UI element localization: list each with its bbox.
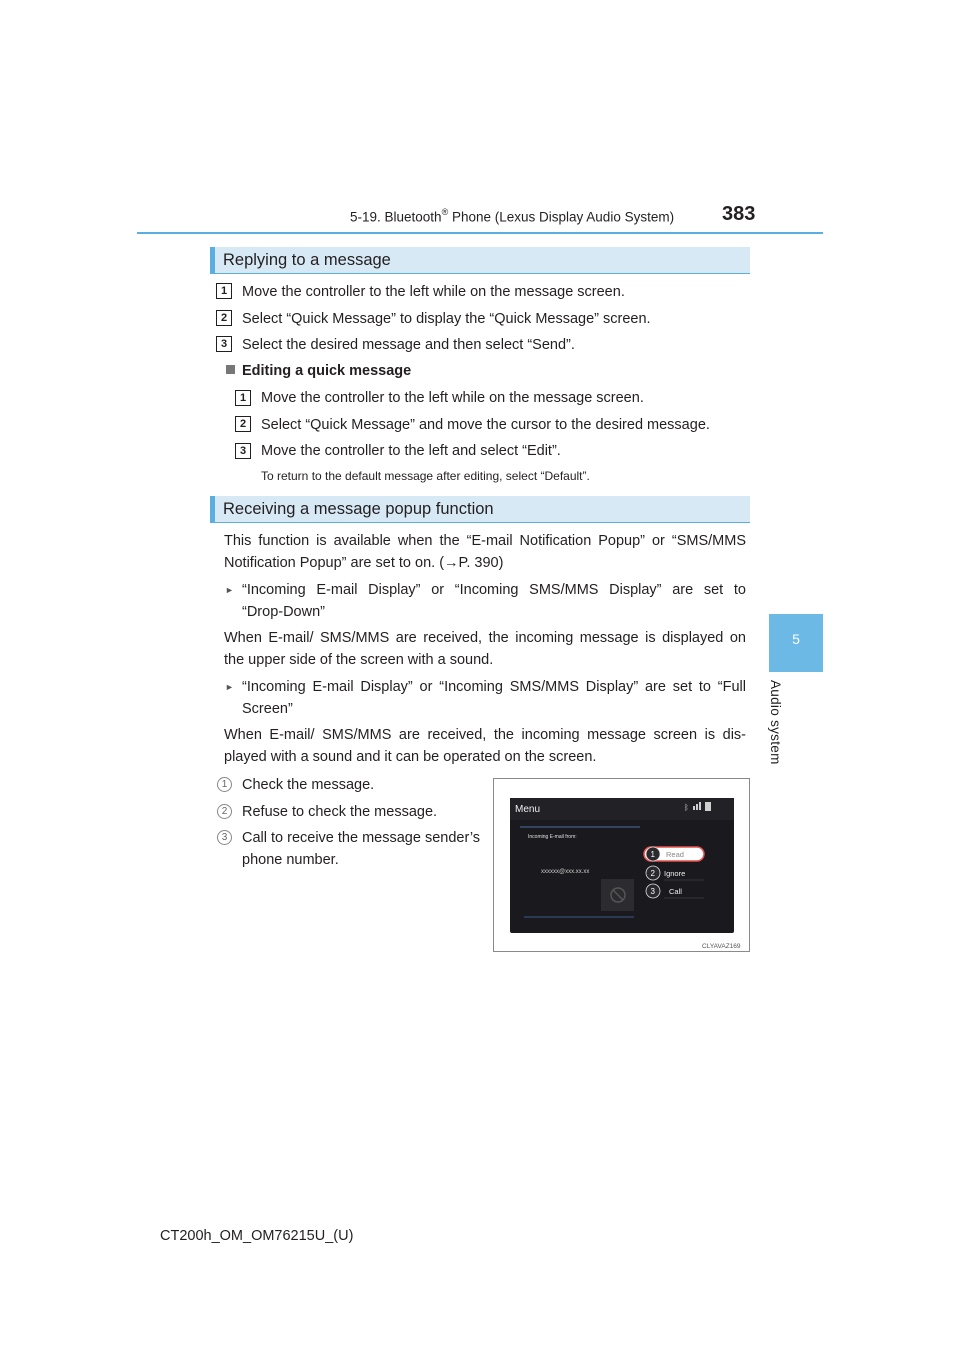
bluetooth-icon: ᛒ [684, 803, 689, 812]
step-text: Select the desired message and then select “Send”. [242, 337, 575, 353]
section-title: Receiving a message popup function [223, 500, 494, 518]
intro-paragraph [224, 530, 746, 574]
step-number: 2 [235, 416, 251, 432]
document-code: CT200h_OM_OM76215U_(U) [160, 1228, 354, 1244]
description-line: played with a sound and it can be operated on the screen. [224, 749, 597, 765]
subsection-editing [226, 362, 411, 380]
chapter-tab [769, 614, 823, 672]
square-bullet-icon [226, 365, 235, 374]
step-number: 1 [235, 390, 251, 406]
callout-text: Call to receive the message sender’s [242, 830, 481, 846]
header-section-rest: Phone (Lexus Display Audio System) [448, 209, 675, 225]
condition-dropdown [242, 579, 746, 623]
marker-1: 1 [650, 850, 655, 859]
condition-line: Screen” [242, 701, 293, 717]
menu-label: Menu [515, 804, 541, 815]
display-screen [494, 779, 749, 951]
step-text: Move the controller to the left while on the message screen. [261, 390, 644, 406]
header-section: 5-19. Bluetooth [350, 209, 442, 225]
marker-2: 2 [650, 869, 655, 878]
incoming-label: Incoming E-mail from: [528, 834, 577, 840]
chapter-label-text: Audio system [768, 680, 783, 765]
intro-line: Notification Popup” are set to on. (→P. 390) [224, 555, 504, 571]
condition-full-screen [242, 676, 746, 720]
chapter-number: 5 [792, 631, 800, 647]
ignore-label: Ignore [664, 869, 686, 878]
marker-3: 3 [650, 887, 655, 896]
section-title: Replying to a message [223, 251, 391, 269]
intro-line: This function is available when the “E-mail Notification Popup” or “SMS/MMS [224, 533, 746, 549]
header-rule [137, 232, 823, 234]
battery-icon [705, 802, 711, 811]
condition-line: “Drop-Down” [242, 604, 325, 620]
section-header-replying [210, 247, 750, 274]
triangle-bullet-icon: ► [225, 585, 234, 595]
step-text: Select “Quick Message” and move the cursor to the desired message. [261, 417, 710, 433]
chapter-label [768, 680, 790, 800]
condition-line: “Incoming E-mail Display” or “Incoming SMS/MMS Display” are set to [242, 582, 746, 598]
section-header-popup [210, 496, 750, 523]
callout-number: 2 [217, 804, 232, 819]
description-line: When E-mail/ SMS/MMS are received, the incoming message is displayed on [224, 630, 746, 646]
read-label: Read [666, 850, 684, 859]
callout-text: Refuse to check the message. [242, 804, 438, 820]
callout-number: 1 [217, 777, 232, 792]
step-text: Select “Quick Message” to display the “Quick Message” screen. [242, 311, 651, 327]
step-number: 1 [216, 283, 232, 299]
callout-number: 3 [217, 830, 232, 845]
note-text: To return to the default message after editing, select “Default”. [261, 469, 590, 483]
screen-illustration [493, 778, 750, 952]
callout-text: phone number. [242, 852, 339, 868]
image-code: CLYAVAZ169 [702, 943, 741, 950]
triangle-bullet-icon: ► [225, 682, 234, 692]
callout-text: Check the message. [242, 777, 375, 793]
full-screen-description [224, 724, 746, 768]
dropdown-description [224, 627, 746, 671]
step-number: 2 [216, 310, 232, 326]
registered-mark: ® [441, 207, 449, 217]
step-number: 3 [216, 336, 232, 352]
description-line: the upper side of the screen with a sound. [224, 652, 494, 668]
call-label: Call [669, 887, 682, 896]
running-header [350, 208, 674, 225]
condition-line: “Incoming E-mail Display” or “Incoming SMS/MMS Display” are set to “Full [242, 679, 746, 695]
step-number: 3 [235, 443, 251, 459]
step-text: Move the controller to the left while on the message screen. [242, 284, 625, 300]
description-line: When E-mail/ SMS/MMS are received, the incoming message screen is dis- [224, 727, 746, 743]
page-number: 383 [722, 203, 756, 225]
step-text: Move the controller to the left and select “Edit”. [261, 443, 561, 459]
sender-address: xxxxxx@xxx.xx.xx [541, 869, 590, 875]
subsection-title: Editing a quick message [242, 363, 412, 379]
